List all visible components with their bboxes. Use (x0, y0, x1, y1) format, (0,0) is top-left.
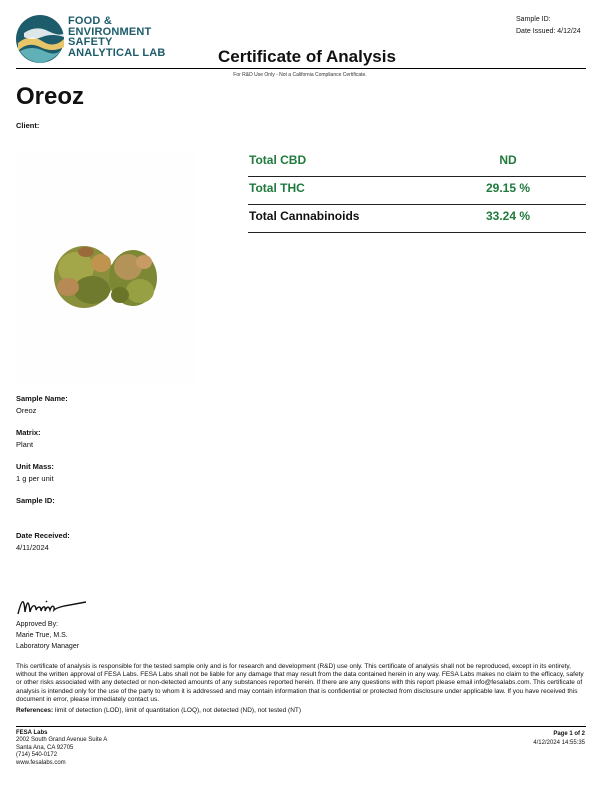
approval-block (16, 619, 79, 652)
logo-wordmark (68, 16, 166, 58)
footer-company: FESA Labs (16, 730, 48, 736)
matrix-label: Matrix: (16, 428, 41, 437)
footer-website: www.fesalabs.com (16, 759, 66, 766)
rd-disclaimer: For R&D Use Only - Not a California Compliance Certificate. (233, 72, 367, 78)
unit-mass-value: 1 g per unit (16, 474, 54, 483)
total-row (248, 204, 586, 233)
footer-phone: (714) 540-0172 (16, 752, 58, 759)
date-received-value: 4/11/2024 (16, 543, 49, 552)
date-received-label: Date Received: (16, 531, 70, 540)
unit-mass-label: Unit Mass: (16, 462, 54, 471)
sample-id-label: Sample ID: (516, 16, 551, 23)
sample-name-value: Oreoz (16, 406, 37, 415)
total-label: Total Cannabinoids (249, 209, 360, 223)
date-issued: Date Issued: 4/12/24 (516, 28, 581, 35)
footer-address-line: Santa Ana, CA 92705 (16, 744, 74, 751)
page-number: Page 1 of 2 (553, 731, 585, 737)
header-divider (16, 68, 586, 69)
total-label: Total CBD (249, 153, 307, 167)
approver-role: Laboratory Manager (16, 643, 80, 650)
total-value: 29.15 % (485, 181, 531, 195)
matrix-value: Plant (16, 440, 34, 449)
signature-icon (16, 594, 96, 620)
footer-page-info (533, 730, 585, 748)
total-label: Total THC (249, 181, 305, 195)
total-value: ND (499, 153, 517, 167)
total-row (248, 176, 586, 205)
page-title: Certificate of Analysis (218, 47, 396, 66)
total-row (248, 148, 586, 177)
footer-divider (16, 726, 586, 727)
sample-name-label: Sample Name: (16, 394, 68, 403)
sample-id-field-label: Sample ID: (16, 496, 55, 505)
logo-line: SAFETY (68, 36, 113, 48)
sample-meta (516, 14, 584, 38)
sample-photo (16, 150, 196, 385)
print-timestamp: 4/12/2024 14:55:35 (533, 740, 585, 746)
client-label: Client: (16, 121, 40, 130)
references (16, 707, 301, 714)
logo-line: ANALYTICAL LAB (68, 46, 166, 59)
approver-name: Marie True, M.S. (16, 632, 68, 639)
logo-line: ENVIRONMENT (68, 25, 152, 38)
references-label: References: (16, 707, 54, 714)
references-text: limit of detection (LOD), limit of quantitation (LOQ), not detected (ND), not tested (NT) (55, 707, 302, 714)
logo-line: FOOD & (68, 15, 112, 27)
legal-disclaimer: This certificate of analysis is responsible for the tested sample only and is for research and development (R&D) use only. This certificate of analysis shall not be reproduced, except in its entirety, without the written approval of FESA Labs. FESA Labs shall not be liable for any damage that may result from the data contained herein in any way. FESA Labs makes no claim to the efficacy, safety or other risks associated with any detected or non-detected amounts of any substances reported herein. If there are any questions with this report please email info@fesalabs.com. This certificate of analysis is intended only for the use of the party to whom it is addressed and may contain information that is confidential or protected from disclosure under applicable law. If you have received this document in error, please immediately contact us. (16, 663, 584, 703)
total-value: 33.24 % (485, 209, 531, 223)
footer-address (16, 730, 107, 767)
approved-by-label: Approved By: (16, 621, 59, 628)
product-name: Oreoz (16, 83, 85, 110)
footer-address-line: 2002 South Grand Avenue Suite A (16, 737, 108, 744)
